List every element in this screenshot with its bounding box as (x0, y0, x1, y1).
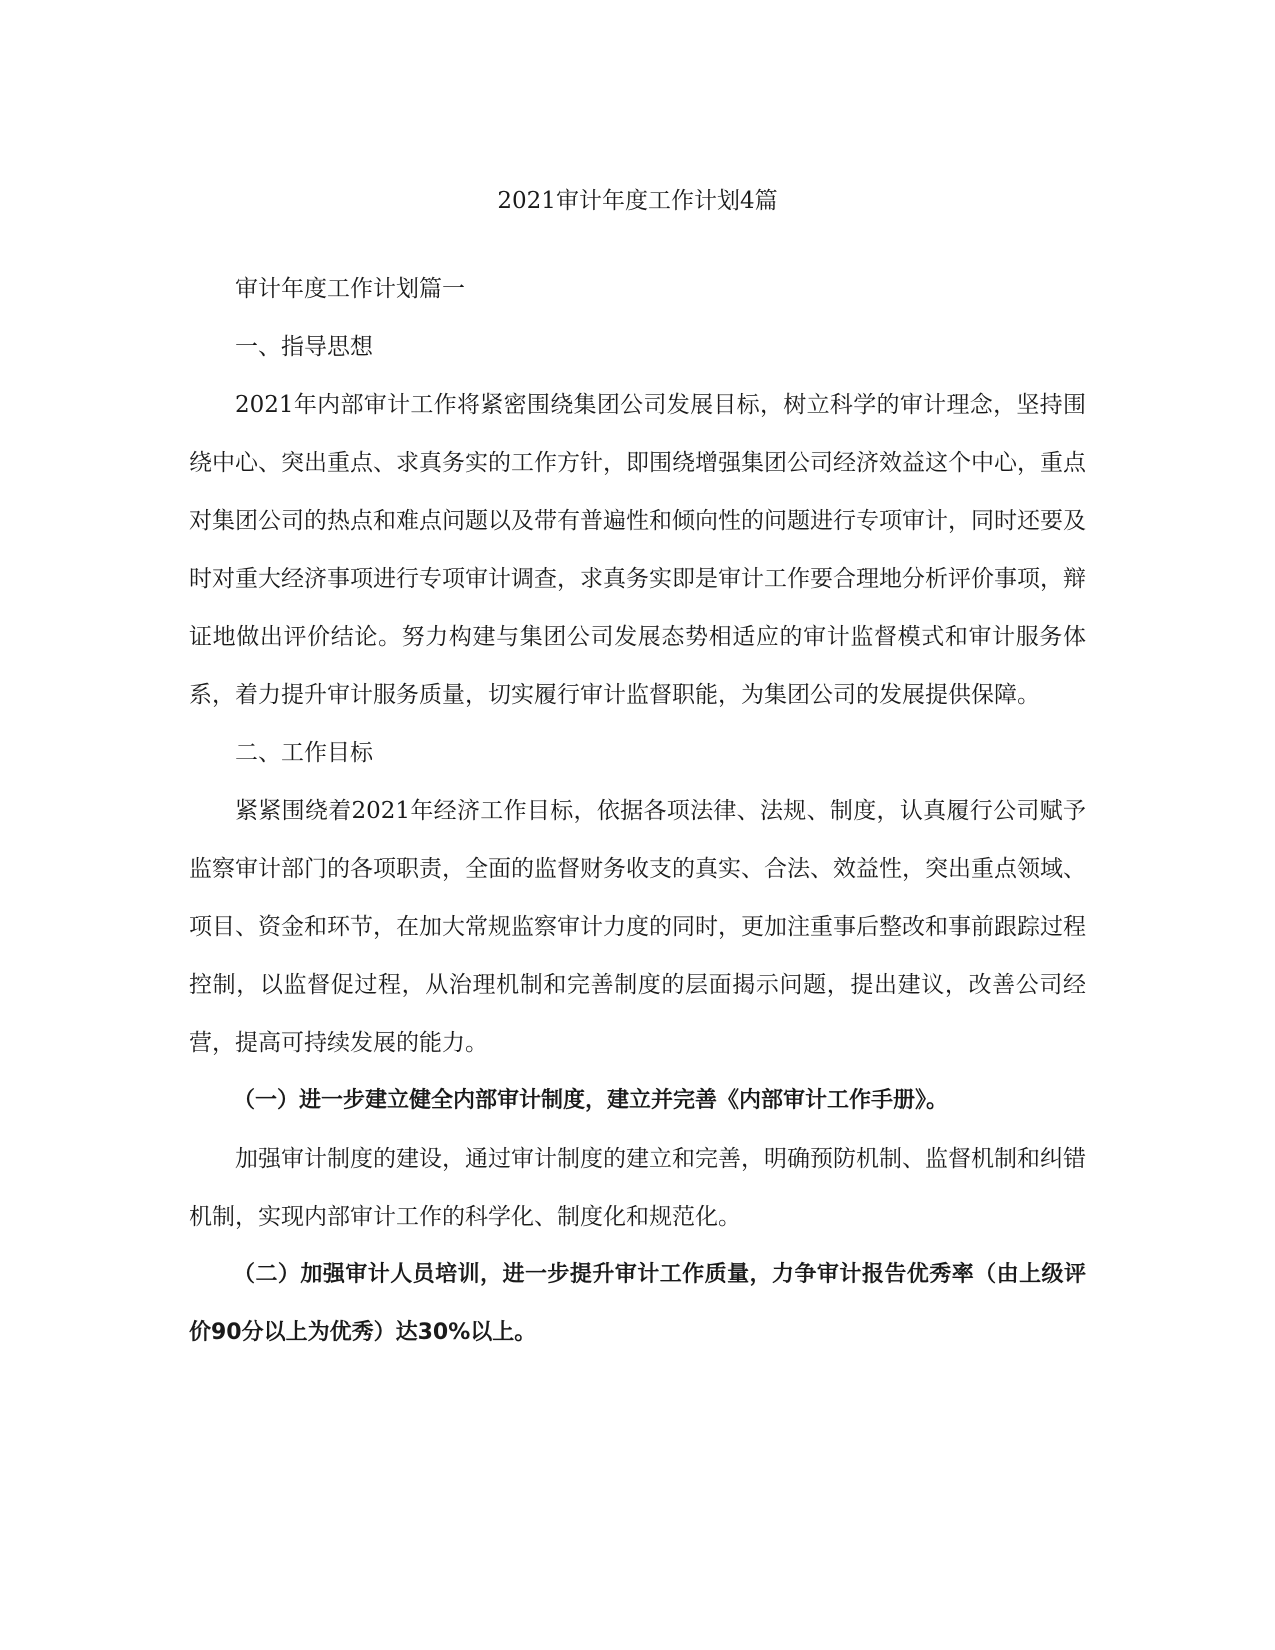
bold-item-heading: （二）加强审计人员培训，进一步提升审计工作质量，力争审计报告优秀率（由上级评价90分以上为优秀）达30%以上。 (189, 1262, 1086, 1345)
section-heading: 审计年度工作计划篇一 (235, 276, 465, 302)
body-paragraph: 加强审计制度的建设，通过审计制度的建立和完善，明确预防机制、监督机制和纠错机制，实现内部审计工作的科学化、制度化和规范化。 (189, 1146, 1086, 1230)
document-title: 2021审计年度工作计划4篇 (497, 188, 778, 214)
subsection-heading: 二、工作目标 (235, 740, 373, 766)
body-paragraph: 2021年内部审计工作将紧密围绕集团公司发展目标，树立科学的审计理念，坚持围绕中心、突出重点、求真务实的工作方针，即围绕增强集团公司经济效益这个中心，重点对集团公司的热点和难点问题以及带有普遍性和倾向性的问题进行专项审计，同时还要及时对重大经济事项进行专项审计调查，求真务实即是审计工作要合理地分析评价事项，辩证地做出评价结论。努力构建与集团公司发展态势相适应的审计监督模式和审计服务体系，着力提升审计服务质量，切实履行审计监督职能，为集团公司的发展提供保障。 (189, 392, 1086, 708)
document-body (189, 260, 1086, 1362)
body-paragraph: 紧紧围绕着2021年经济工作目标，依据各项法律、法规、制度，认真履行公司赋予监察审计部门的各项职责，全面的监督财务收支的真实、合法、效益性，突出重点领域、项目、资金和环节，在加大常规监察审计力度的同时，更加注重事后整改和事前跟踪过程控制，以监督促过程，从治理机制和完善制度的层面揭示问题，提出建议，改善公司经营，提高可持续发展的能力。 (189, 798, 1086, 1056)
bold-item-heading: （一）进一步建立健全内部审计制度，建立并完善《内部审计工作手册》。 (233, 1088, 949, 1113)
subsection-heading: 一、指导思想 (235, 334, 373, 360)
